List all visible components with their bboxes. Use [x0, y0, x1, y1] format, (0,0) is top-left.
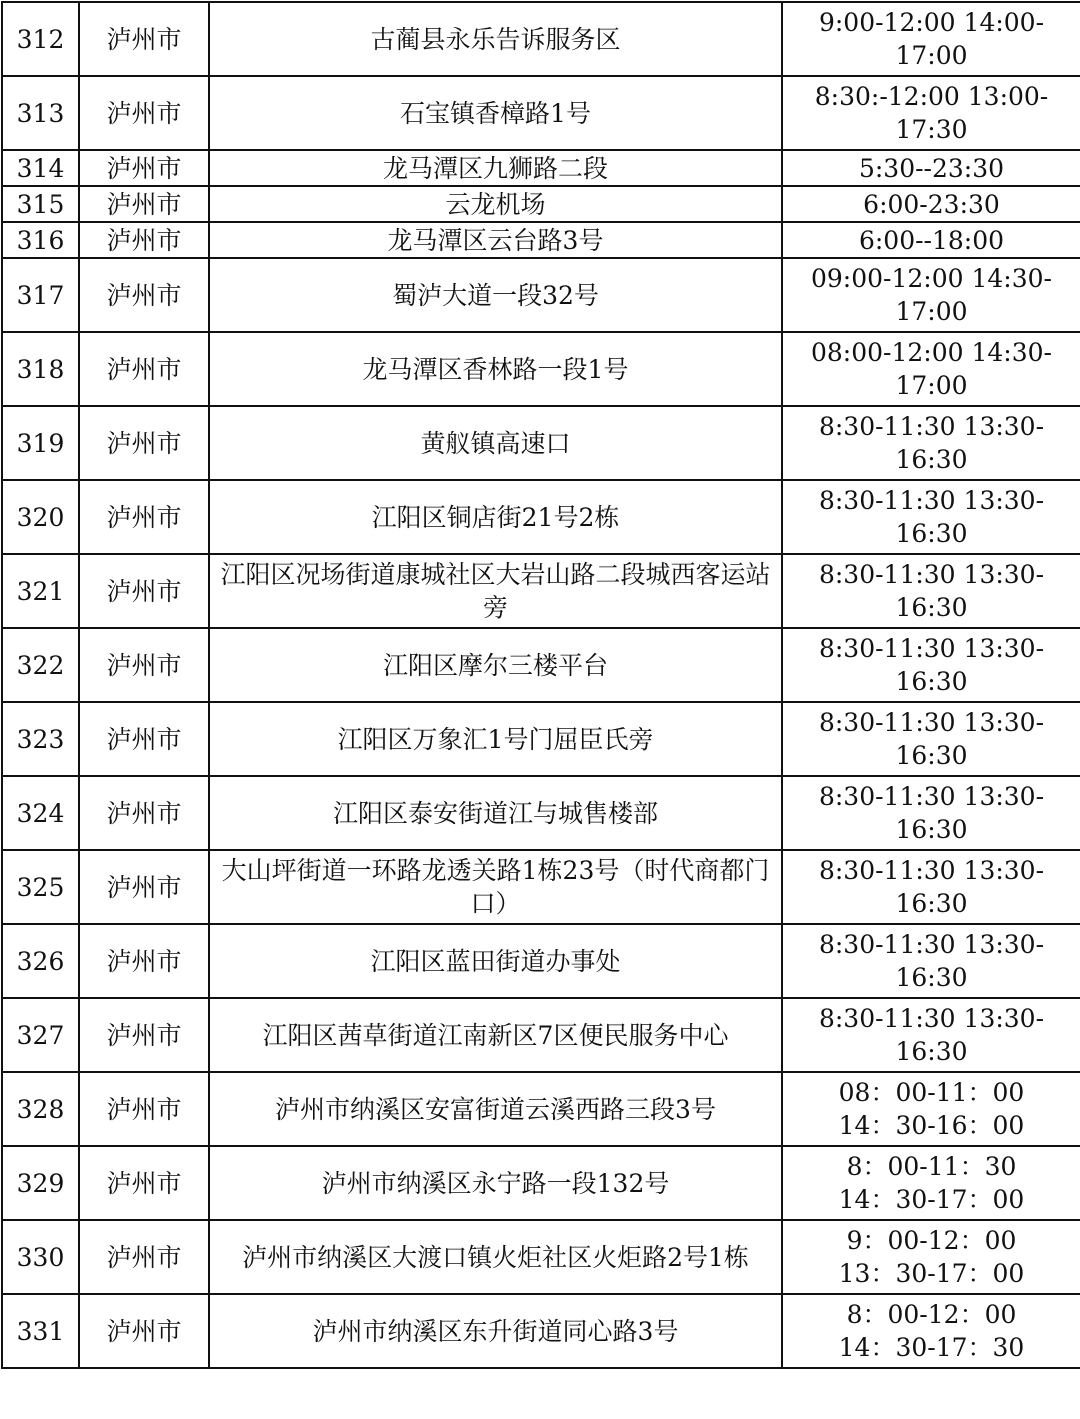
city-cell: 泸州市 [79, 1072, 209, 1146]
city-cell: 泸州市 [79, 480, 209, 554]
address-cell: 蜀泸大道一段32号 [209, 258, 782, 332]
address-cell: 江阳区况场街道康城社区大岩山路二段城西客运站旁 [209, 554, 782, 628]
city-cell: 泸州市 [79, 702, 209, 776]
hours-text: 8:30-11:30 13:30- 16:30 [818, 634, 1045, 696]
row-number-cell: 312 [2, 2, 79, 76]
address-cell: 泸州市纳溪区东升街道同心路3号 [209, 1294, 782, 1368]
table-row [2, 1072, 1080, 1146]
table-row [2, 1220, 1080, 1294]
city-cell: 泸州市 [79, 924, 209, 998]
row-number-cell: 315 [2, 186, 79, 222]
table-row [2, 1146, 1080, 1220]
hours-cell [782, 850, 1080, 924]
hours-cell [782, 998, 1080, 1072]
hours-text: 6:00--18:00 [858, 225, 1005, 255]
row-number-cell: 321 [2, 554, 79, 628]
address-cell: 石宝镇香樟路1号 [209, 76, 782, 150]
row-number-cell: 316 [2, 222, 79, 258]
address-cell: 泸州市纳溪区永宁路一段132号 [209, 1146, 782, 1220]
hours-cell [782, 76, 1080, 150]
hours-text: 6:00-23:30 [863, 189, 1000, 219]
city-cell: 泸州市 [79, 1294, 209, 1368]
hours-text: 09:00-12:00 14:30- 17:00 [811, 264, 1052, 326]
table-row [2, 258, 1080, 332]
address-cell: 江阳区蓝田街道办事处 [209, 924, 782, 998]
hours-cell [782, 1146, 1080, 1220]
city-cell: 泸州市 [79, 554, 209, 628]
city-cell: 泸州市 [79, 332, 209, 406]
table-row [2, 186, 1080, 222]
table-row [2, 332, 1080, 406]
city-cell: 泸州市 [79, 776, 209, 850]
hours-text: 9：00-12：00 13：30-17：00 [838, 1226, 1025, 1288]
city-cell: 泸州市 [79, 150, 209, 186]
table-row [2, 776, 1080, 850]
row-number-cell: 324 [2, 776, 79, 850]
hours-cell [782, 332, 1080, 406]
table-row [2, 2, 1080, 76]
hours-cell [782, 186, 1080, 222]
city-cell: 泸州市 [79, 628, 209, 702]
hours-text: 08：00-11：00 14：30-16：00 [838, 1078, 1025, 1140]
hours-cell [782, 1220, 1080, 1294]
table-row [2, 924, 1080, 998]
hours-text: 8:30:-12:00 13:00- 17:30 [814, 82, 1049, 144]
row-number-cell: 317 [2, 258, 79, 332]
hours-text: 8:30-11:30 13:30- 16:30 [818, 708, 1045, 770]
hours-cell [782, 222, 1080, 258]
hours-cell [782, 702, 1080, 776]
address-cell: 江阳区摩尔三楼平台 [209, 628, 782, 702]
address-cell: 江阳区铜店街21号2栋 [209, 480, 782, 554]
table-row [2, 480, 1080, 554]
row-number-cell: 325 [2, 850, 79, 924]
city-cell: 泸州市 [79, 1146, 209, 1220]
address-cell: 古蔺县永乐告诉服务区 [209, 2, 782, 76]
hours-cell [782, 628, 1080, 702]
table-row [2, 1294, 1080, 1368]
row-number-cell: 319 [2, 406, 79, 480]
address-cell: 江阳区茜草街道江南新区7区便民服务中心 [209, 998, 782, 1072]
table-row [2, 850, 1080, 924]
hours-cell [782, 480, 1080, 554]
hours-cell [782, 1072, 1080, 1146]
address-cell: 黄舣镇高速口 [209, 406, 782, 480]
hours-text: 8：00-11：30 14：30-17：00 [838, 1152, 1025, 1214]
hours-cell [782, 924, 1080, 998]
city-cell: 泸州市 [79, 76, 209, 150]
hours-cell [782, 2, 1080, 76]
address-cell: 泸州市纳溪区安富街道云溪西路三段3号 [209, 1072, 782, 1146]
city-cell: 泸州市 [79, 998, 209, 1072]
table-row [2, 150, 1080, 186]
hours-text: 9:00-12:00 14:00- 17:00 [818, 8, 1045, 70]
address-cell: 龙马潭区香林路一段1号 [209, 332, 782, 406]
hours-text: 8：00-12：00 14：30-17：30 [838, 1300, 1025, 1362]
hours-cell [782, 554, 1080, 628]
hours-text: 8:30-11:30 13:30- 16:30 [818, 856, 1045, 918]
hours-text: 8:30-11:30 13:30- 16:30 [818, 486, 1045, 548]
address-cell: 泸州市纳溪区大渡口镇火炬社区火炬路2号1栋 [209, 1220, 782, 1294]
hours-text: 8:30-11:30 13:30- 16:30 [818, 782, 1045, 844]
hours-text: 8:30-11:30 13:30- 16:30 [818, 1004, 1045, 1066]
row-number-cell: 313 [2, 76, 79, 150]
address-cell: 大山坪街道一环路龙透关路1栋23号（时代商都门口） [209, 850, 782, 924]
address-cell: 江阳区万象汇1号门屈臣氏旁 [209, 702, 782, 776]
hours-cell [782, 776, 1080, 850]
address-cell: 江阳区泰安街道江与城售楼部 [209, 776, 782, 850]
city-cell: 泸州市 [79, 186, 209, 222]
address-cell: 龙马潭区云台路3号 [209, 222, 782, 258]
address-cell: 龙马潭区九狮路二段 [209, 150, 782, 186]
row-number-cell: 322 [2, 628, 79, 702]
row-number-cell: 328 [2, 1072, 79, 1146]
city-cell: 泸州市 [79, 1220, 209, 1294]
table-row [2, 554, 1080, 628]
row-number-cell: 326 [2, 924, 79, 998]
hours-text: 08:00-12:00 14:30- 17:00 [811, 338, 1052, 400]
test-site-table [1, 1, 1080, 1369]
city-cell: 泸州市 [79, 258, 209, 332]
row-number-cell: 329 [2, 1146, 79, 1220]
city-cell: 泸州市 [79, 222, 209, 258]
hours-text: 8:30-11:30 13:30- 16:30 [818, 930, 1045, 992]
table-row [2, 406, 1080, 480]
row-number-cell: 314 [2, 150, 79, 186]
address-cell: 云龙机场 [209, 186, 782, 222]
row-number-cell: 318 [2, 332, 79, 406]
row-number-cell: 331 [2, 1294, 79, 1368]
table-row [2, 628, 1080, 702]
table-body [2, 2, 1080, 1368]
city-cell: 泸州市 [79, 850, 209, 924]
table-row [2, 76, 1080, 150]
row-number-cell: 323 [2, 702, 79, 776]
row-number-cell: 320 [2, 480, 79, 554]
table-row [2, 222, 1080, 258]
hours-text: 8:30-11:30 13:30- 16:30 [818, 560, 1045, 622]
table-row [2, 998, 1080, 1072]
city-cell: 泸州市 [79, 406, 209, 480]
hours-text: 5:30--23:30 [858, 153, 1005, 183]
hours-cell [782, 1294, 1080, 1368]
row-number-cell: 327 [2, 998, 79, 1072]
table-row [2, 702, 1080, 776]
row-number-cell: 330 [2, 1220, 79, 1294]
hours-cell [782, 150, 1080, 186]
hours-cell [782, 406, 1080, 480]
hours-cell [782, 258, 1080, 332]
city-cell: 泸州市 [79, 2, 209, 76]
hours-text: 8:30-11:30 13:30- 16:30 [818, 412, 1045, 474]
